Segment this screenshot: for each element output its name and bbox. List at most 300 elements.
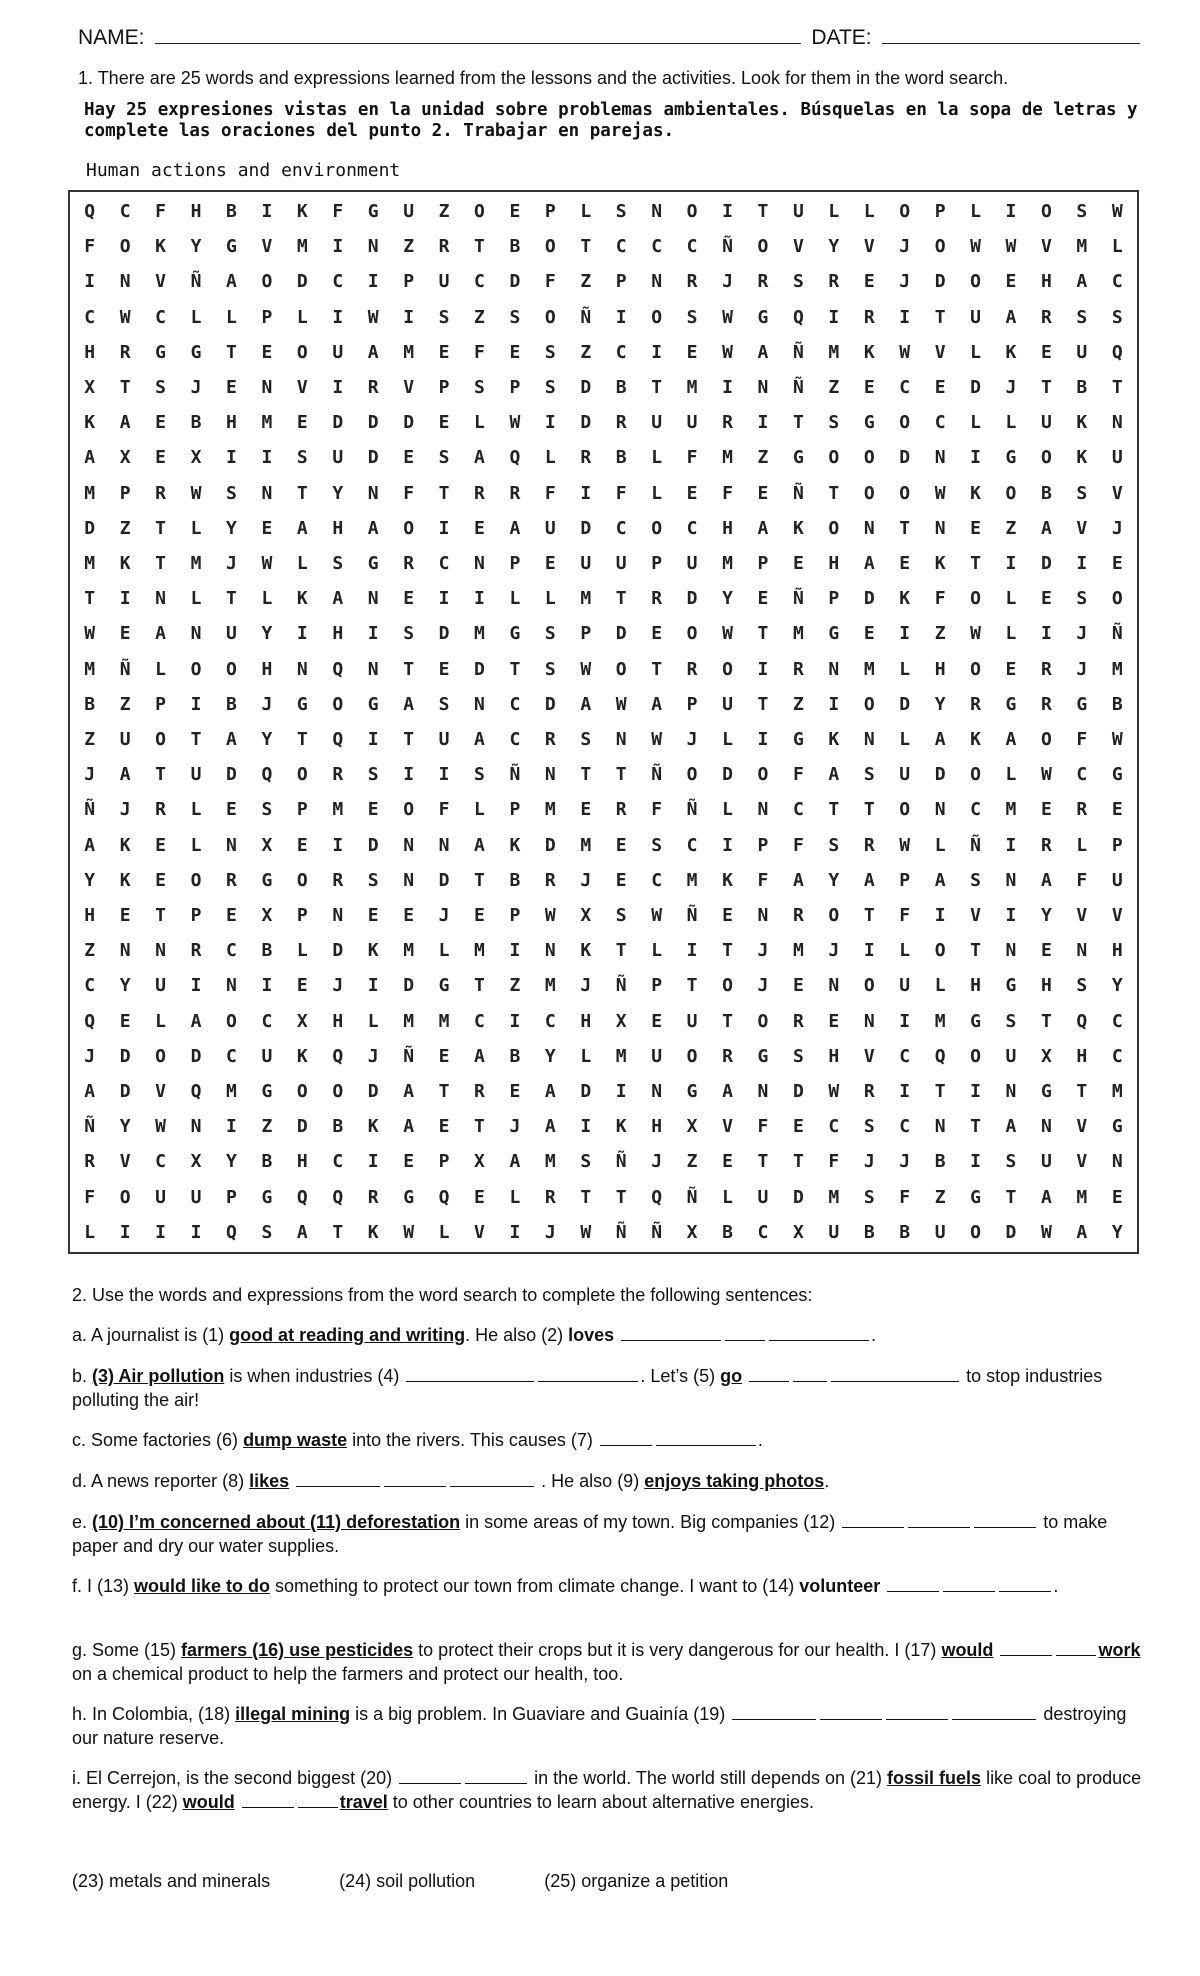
letter-cell[interactable]: N xyxy=(296,658,308,680)
letter-cell[interactable]: W xyxy=(403,1221,415,1243)
letter-cell[interactable]: C xyxy=(155,1151,166,1173)
letter-cell[interactable]: H xyxy=(332,517,344,539)
letter-cell[interactable]: J xyxy=(544,1221,556,1243)
letter-cell[interactable]: N xyxy=(190,1116,202,1138)
letter-cell[interactable]: H xyxy=(332,623,344,645)
letter-cell[interactable]: D xyxy=(367,412,379,434)
blank[interactable] xyxy=(538,1364,638,1382)
letter-cell[interactable]: I xyxy=(367,729,379,751)
letter-cell[interactable]: E xyxy=(651,1010,663,1032)
letter-cell[interactable]: E xyxy=(1111,553,1123,575)
letter-cell[interactable]: X xyxy=(615,1010,627,1032)
letter-cell[interactable]: I xyxy=(367,975,379,997)
letter-cell[interactable]: E xyxy=(226,799,237,821)
letter-cell[interactable]: T xyxy=(190,729,202,751)
letter-cell[interactable]: T xyxy=(580,764,592,786)
letter-cell[interactable]: E xyxy=(403,588,415,610)
letter-cell[interactable]: K xyxy=(84,412,96,434)
letter-cell[interactable]: A xyxy=(190,1010,202,1032)
letter-cell[interactable]: Ñ xyxy=(722,236,733,258)
letter-cell[interactable]: E xyxy=(1111,1186,1123,1208)
letter-cell[interactable]: I xyxy=(757,412,769,434)
letter-cell[interactable]: S xyxy=(1005,1151,1017,1173)
letter-cell[interactable]: W xyxy=(1111,201,1123,223)
letter-cell[interactable]: F xyxy=(544,482,556,504)
letter-cell[interactable]: E xyxy=(757,482,769,504)
letter-cell[interactable]: P xyxy=(509,553,521,575)
letter-cell[interactable]: V xyxy=(792,236,804,258)
letter-cell[interactable]: B xyxy=(899,1221,911,1243)
letter-cell[interactable]: Q xyxy=(332,1045,344,1067)
name-field[interactable] xyxy=(155,22,802,44)
letter-cell[interactable]: L xyxy=(899,940,911,962)
letter-cell[interactable]: P xyxy=(190,905,202,927)
letter-cell[interactable]: N xyxy=(1040,1116,1052,1138)
letter-cell[interactable]: W xyxy=(651,905,663,927)
letter-cell[interactable]: P xyxy=(296,905,308,927)
letter-cell[interactable]: X xyxy=(119,447,131,469)
letter-cell[interactable]: M xyxy=(580,588,592,610)
letter-cell[interactable]: I xyxy=(580,1116,592,1138)
letter-cell[interactable]: C xyxy=(1111,271,1123,293)
letter-cell[interactable]: E xyxy=(615,869,627,891)
letter-cell[interactable]: W xyxy=(899,341,911,363)
letter-cell[interactable]: G xyxy=(1111,764,1123,786)
letter-cell[interactable]: T xyxy=(863,799,875,821)
letter-cell[interactable]: H xyxy=(84,341,96,363)
letter-cell[interactable]: I xyxy=(332,306,344,328)
letter-cell[interactable]: D xyxy=(1040,553,1052,575)
letter-cell[interactable]: T xyxy=(757,623,769,645)
letter-cell[interactable]: O xyxy=(970,658,981,680)
letter-cell[interactable]: U xyxy=(722,693,733,715)
letter-cell[interactable]: G xyxy=(226,236,237,258)
letter-cell[interactable]: E xyxy=(1040,799,1052,821)
letter-cell[interactable]: O xyxy=(863,975,875,997)
letter-cell[interactable]: A xyxy=(509,517,521,539)
letter-cell[interactable]: S xyxy=(544,658,556,680)
letter-cell[interactable]: D xyxy=(367,447,379,469)
letter-cell[interactable]: E xyxy=(155,412,166,434)
letter-cell[interactable]: D xyxy=(544,834,556,856)
letter-cell[interactable]: A xyxy=(1005,729,1017,751)
letter-cell[interactable]: P xyxy=(509,905,521,927)
letter-cell[interactable]: N xyxy=(226,834,237,856)
letter-cell[interactable]: O xyxy=(722,975,733,997)
letter-cell[interactable]: W xyxy=(934,482,946,504)
letter-cell[interactable]: O xyxy=(296,869,308,891)
letter-cell[interactable]: V xyxy=(155,1081,166,1103)
letter-cell[interactable]: O xyxy=(332,693,344,715)
letter-cell[interactable]: B xyxy=(1076,377,1088,399)
letter-cell[interactable]: L xyxy=(190,799,202,821)
letter-cell[interactable]: P xyxy=(509,799,521,821)
letter-cell[interactable]: D xyxy=(580,412,592,434)
letter-cell[interactable]: A xyxy=(296,517,308,539)
letter-cell[interactable]: I xyxy=(899,623,911,645)
letter-cell[interactable]: J xyxy=(119,799,131,821)
letter-cell[interactable]: B xyxy=(332,1116,344,1138)
letter-cell[interactable]: F xyxy=(474,341,485,363)
letter-cell[interactable]: C xyxy=(544,1010,556,1032)
letter-cell[interactable]: L xyxy=(1111,236,1123,258)
letter-cell[interactable]: P xyxy=(403,271,415,293)
letter-cell[interactable]: I xyxy=(1040,623,1052,645)
letter-cell[interactable]: S xyxy=(403,623,415,645)
letter-cell[interactable]: M xyxy=(828,1186,840,1208)
letter-cell[interactable]: D xyxy=(615,623,627,645)
letter-cell[interactable]: C xyxy=(474,271,485,293)
letter-cell[interactable]: L xyxy=(509,1186,521,1208)
letter-cell[interactable]: I xyxy=(438,764,450,786)
letter-cell[interactable]: E xyxy=(155,869,166,891)
letter-cell[interactable]: A xyxy=(119,412,131,434)
letter-cell[interactable]: N xyxy=(155,588,166,610)
letter-cell[interactable]: N xyxy=(934,799,946,821)
letter-cell[interactable]: K xyxy=(296,1045,308,1067)
letter-cell[interactable]: I xyxy=(970,1151,981,1173)
letter-cell[interactable]: N xyxy=(226,975,237,997)
letter-cell[interactable]: L xyxy=(580,201,592,223)
letter-cell[interactable]: M xyxy=(403,341,415,363)
letter-cell[interactable]: U xyxy=(190,1186,202,1208)
letter-cell[interactable]: J xyxy=(651,1151,663,1173)
letter-cell[interactable]: G xyxy=(1076,693,1088,715)
letter-cell[interactable]: Ñ xyxy=(792,377,804,399)
letter-cell[interactable]: K xyxy=(934,553,946,575)
letter-cell[interactable]: U xyxy=(970,306,981,328)
letter-cell[interactable]: K xyxy=(828,729,840,751)
letter-cell[interactable]: P xyxy=(651,553,663,575)
letter-cell[interactable]: E xyxy=(296,834,308,856)
letter-cell[interactable]: K xyxy=(119,553,131,575)
letter-cell[interactable]: I xyxy=(367,271,379,293)
letter-cell[interactable]: N xyxy=(1111,1151,1123,1173)
letter-cell[interactable]: U xyxy=(757,1186,769,1208)
letter-cell[interactable]: T xyxy=(1111,377,1123,399)
letter-cell[interactable]: A xyxy=(757,341,769,363)
letter-cell[interactable]: V xyxy=(403,377,415,399)
letter-cell[interactable]: Y xyxy=(119,1116,131,1138)
letter-cell[interactable]: N xyxy=(119,940,131,962)
letter-cell[interactable]: X xyxy=(296,1010,308,1032)
letter-cell[interactable]: I xyxy=(1005,553,1017,575)
letter-cell[interactable]: S xyxy=(1005,1010,1017,1032)
letter-cell[interactable]: T xyxy=(155,764,166,786)
letter-cell[interactable]: B xyxy=(509,1045,521,1067)
letter-cell[interactable]: N xyxy=(863,729,875,751)
letter-cell[interactable]: T xyxy=(580,236,592,258)
letter-cell[interactable]: H xyxy=(934,658,946,680)
letter-cell[interactable]: N xyxy=(828,658,840,680)
letter-cell[interactable]: O xyxy=(828,517,840,539)
letter-cell[interactable]: M xyxy=(474,623,485,645)
blank[interactable] xyxy=(769,1323,869,1341)
letter-cell[interactable]: T xyxy=(332,1221,344,1243)
letter-cell[interactable]: S xyxy=(261,1221,273,1243)
letter-cell[interactable]: O xyxy=(544,236,556,258)
letter-cell[interactable]: M xyxy=(580,834,592,856)
letter-cell[interactable]: U xyxy=(1111,447,1123,469)
letter-cell[interactable]: H xyxy=(828,1045,840,1067)
letter-cell[interactable]: Y xyxy=(84,869,96,891)
letter-cell[interactable]: T xyxy=(615,588,627,610)
letter-cell[interactable]: D xyxy=(580,377,592,399)
blank[interactable] xyxy=(842,1510,904,1528)
letter-cell[interactable]: M xyxy=(544,1151,556,1173)
letter-cell[interactable]: U xyxy=(155,975,166,997)
letter-cell[interactable]: P xyxy=(438,377,450,399)
letter-cell[interactable]: A xyxy=(1040,517,1052,539)
letter-cell[interactable]: F xyxy=(438,799,450,821)
letter-cell[interactable]: Y xyxy=(332,482,344,504)
blank[interactable] xyxy=(399,1766,461,1784)
letter-cell[interactable]: Ñ xyxy=(686,905,698,927)
letter-cell[interactable]: Q xyxy=(1076,1010,1088,1032)
letter-cell[interactable]: G xyxy=(757,306,769,328)
letter-cell[interactable]: W xyxy=(1005,236,1017,258)
letter-cell[interactable]: E xyxy=(1040,341,1052,363)
letter-cell[interactable]: T xyxy=(438,482,450,504)
letter-cell[interactable]: E xyxy=(615,834,627,856)
letter-cell[interactable]: P xyxy=(899,869,911,891)
letter-cell[interactable]: D xyxy=(367,834,379,856)
letter-cell[interactable]: U xyxy=(332,341,344,363)
letter-cell[interactable]: O xyxy=(934,940,946,962)
letter-cell[interactable]: F xyxy=(615,482,627,504)
letter-cell[interactable]: A xyxy=(544,1116,556,1138)
letter-cell[interactable]: G xyxy=(509,623,521,645)
letter-cell[interactable]: X xyxy=(474,1151,485,1173)
letter-cell[interactable]: N xyxy=(474,553,485,575)
letter-cell[interactable]: L xyxy=(296,306,308,328)
letter-cell[interactable]: G xyxy=(1005,447,1017,469)
letter-cell[interactable]: D xyxy=(580,1081,592,1103)
letter-cell[interactable]: A xyxy=(474,1045,485,1067)
letter-cell[interactable]: E xyxy=(792,975,804,997)
letter-cell[interactable]: U xyxy=(438,271,450,293)
letter-cell[interactable]: K xyxy=(1076,412,1088,434)
letter-cell[interactable]: K xyxy=(155,236,166,258)
letter-cell[interactable]: E xyxy=(438,412,450,434)
letter-cell[interactable]: Ñ xyxy=(403,1045,415,1067)
letter-cell[interactable]: I xyxy=(970,1081,981,1103)
letter-cell[interactable]: F xyxy=(544,271,556,293)
letter-cell[interactable]: R xyxy=(580,447,592,469)
letter-cell[interactable]: O xyxy=(899,799,911,821)
letter-cell[interactable]: P xyxy=(119,482,131,504)
letter-cell[interactable]: S xyxy=(828,412,840,434)
letter-cell[interactable]: R xyxy=(84,1151,96,1173)
letter-cell[interactable]: C xyxy=(615,341,627,363)
letter-cell[interactable]: I xyxy=(615,306,627,328)
letter-cell[interactable]: L xyxy=(1076,834,1088,856)
letter-cell[interactable]: B xyxy=(261,940,273,962)
letter-cell[interactable]: L xyxy=(1005,588,1017,610)
letter-cell[interactable]: S xyxy=(1111,306,1123,328)
letter-cell[interactable]: U xyxy=(1076,341,1088,363)
letter-cell[interactable]: H xyxy=(1040,975,1052,997)
letter-cell[interactable]: T xyxy=(226,588,237,610)
letter-cell[interactable]: J xyxy=(686,729,698,751)
letter-cell[interactable]: T xyxy=(1040,377,1052,399)
letter-cell[interactable]: A xyxy=(1076,271,1088,293)
letter-cell[interactable]: L xyxy=(438,1221,450,1243)
letter-cell[interactable]: C xyxy=(332,271,344,293)
letter-cell[interactable]: O xyxy=(757,236,769,258)
letter-cell[interactable]: P xyxy=(757,553,769,575)
letter-cell[interactable]: L xyxy=(970,412,981,434)
letter-cell[interactable]: T xyxy=(792,412,804,434)
letter-cell[interactable]: X xyxy=(261,834,273,856)
letter-cell[interactable]: N xyxy=(934,447,946,469)
letter-cell[interactable]: T xyxy=(155,553,166,575)
letter-cell[interactable]: I xyxy=(332,377,344,399)
letter-cell[interactable]: N xyxy=(332,905,344,927)
letter-cell[interactable]: T xyxy=(155,517,166,539)
letter-cell[interactable]: H xyxy=(722,517,733,539)
letter-cell[interactable]: Z xyxy=(1005,517,1017,539)
letter-cell[interactable]: U xyxy=(1005,1045,1017,1067)
date-field[interactable] xyxy=(882,22,1140,44)
letter-cell[interactable]: N xyxy=(651,201,663,223)
letter-cell[interactable]: O xyxy=(296,1081,308,1103)
letter-cell[interactable]: Q xyxy=(261,764,273,786)
letter-cell[interactable]: O xyxy=(1040,447,1052,469)
blank[interactable] xyxy=(974,1510,1036,1528)
letter-cell[interactable]: U xyxy=(438,729,450,751)
letter-cell[interactable]: O xyxy=(686,1045,698,1067)
letter-cell[interactable]: T xyxy=(509,658,521,680)
letter-cell[interactable]: J xyxy=(757,975,769,997)
letter-cell[interactable]: E xyxy=(155,834,166,856)
letter-cell[interactable]: A xyxy=(155,623,166,645)
letter-cell[interactable]: M xyxy=(1076,236,1088,258)
letter-cell[interactable]: R xyxy=(722,412,733,434)
letter-cell[interactable]: O xyxy=(651,306,663,328)
letter-cell[interactable]: G xyxy=(296,693,308,715)
letter-cell[interactable]: P xyxy=(580,623,592,645)
letter-cell[interactable]: T xyxy=(828,799,840,821)
letter-cell[interactable]: M xyxy=(934,1010,946,1032)
letter-cell[interactable]: D xyxy=(403,975,415,997)
letter-cell[interactable]: D xyxy=(509,271,521,293)
letter-cell[interactable]: D xyxy=(296,1116,308,1138)
letter-cell[interactable]: K xyxy=(1076,447,1088,469)
letter-cell[interactable]: M xyxy=(84,553,96,575)
letter-cell[interactable]: A xyxy=(1040,1186,1052,1208)
letter-cell[interactable]: L xyxy=(84,1221,96,1243)
letter-cell[interactable]: J xyxy=(84,1045,96,1067)
letter-cell[interactable]: O xyxy=(403,517,415,539)
letter-cell[interactable]: O xyxy=(686,623,698,645)
letter-cell[interactable]: D xyxy=(438,869,450,891)
letter-cell[interactable]: G xyxy=(828,623,840,645)
letter-cell[interactable]: U xyxy=(580,553,592,575)
letter-cell[interactable]: X xyxy=(190,1151,202,1173)
letter-cell[interactable]: G xyxy=(970,1010,981,1032)
letter-cell[interactable]: F xyxy=(899,1186,911,1208)
letter-cell[interactable]: D xyxy=(792,1186,804,1208)
letter-cell[interactable]: M xyxy=(296,236,308,258)
letter-cell[interactable]: Y xyxy=(226,1151,237,1173)
letter-cell[interactable]: Z xyxy=(403,236,415,258)
letter-cell[interactable]: T xyxy=(403,729,415,751)
letter-cell[interactable]: A xyxy=(84,1081,96,1103)
letter-cell[interactable]: M xyxy=(1076,1186,1088,1208)
letter-cell[interactable]: H xyxy=(970,975,981,997)
letter-cell[interactable]: A xyxy=(863,553,875,575)
letter-cell[interactable]: S xyxy=(1076,588,1088,610)
letter-cell[interactable]: W xyxy=(899,834,911,856)
letter-cell[interactable]: C xyxy=(686,517,698,539)
letter-cell[interactable]: L xyxy=(828,201,840,223)
letter-cell[interactable]: O xyxy=(686,764,698,786)
letter-cell[interactable]: T xyxy=(474,869,485,891)
letter-cell[interactable]: I xyxy=(544,412,556,434)
letter-cell[interactable]: Q xyxy=(296,1186,308,1208)
letter-cell[interactable]: K xyxy=(722,869,733,891)
letter-cell[interactable]: G xyxy=(367,693,379,715)
letter-cell[interactable]: G xyxy=(190,341,202,363)
letter-cell[interactable]: T xyxy=(970,553,981,575)
letter-cell[interactable]: Y xyxy=(119,975,131,997)
letter-cell[interactable]: Q xyxy=(509,447,521,469)
letter-cell[interactable]: R xyxy=(863,834,875,856)
letter-cell[interactable]: M xyxy=(1111,658,1123,680)
letter-cell[interactable]: R xyxy=(1040,693,1052,715)
letter-cell[interactable]: Ñ xyxy=(651,764,663,786)
letter-cell[interactable]: P xyxy=(686,693,698,715)
blank[interactable] xyxy=(952,1702,1036,1720)
letter-cell[interactable]: L xyxy=(190,588,202,610)
letter-cell[interactable]: D xyxy=(119,1081,131,1103)
letter-cell[interactable]: W xyxy=(509,412,521,434)
letter-cell[interactable]: G xyxy=(261,1081,273,1103)
letter-cell[interactable]: I xyxy=(899,306,911,328)
letter-cell[interactable]: G xyxy=(792,729,804,751)
letter-cell[interactable]: F xyxy=(722,482,733,504)
letter-cell[interactable]: W xyxy=(544,905,556,927)
letter-cell[interactable]: O xyxy=(544,306,556,328)
letter-cell[interactable]: R xyxy=(1076,799,1088,821)
letter-cell[interactable]: M xyxy=(792,623,804,645)
blank[interactable] xyxy=(908,1510,970,1528)
letter-cell[interactable]: P xyxy=(544,201,556,223)
letter-cell[interactable]: Z xyxy=(792,693,804,715)
letter-cell[interactable]: H xyxy=(580,1010,592,1032)
letter-cell[interactable]: S xyxy=(1076,306,1088,328)
letter-cell[interactable]: W xyxy=(615,693,627,715)
letter-cell[interactable]: V xyxy=(1076,1116,1088,1138)
letter-cell[interactable]: Z xyxy=(580,341,592,363)
letter-cell[interactable]: Ñ xyxy=(580,306,592,328)
letter-cell[interactable]: L xyxy=(1005,412,1017,434)
letter-cell[interactable]: H xyxy=(828,553,840,575)
letter-cell[interactable]: L xyxy=(722,799,733,821)
letter-cell[interactable]: F xyxy=(934,588,946,610)
letter-cell[interactable]: I xyxy=(722,834,733,856)
letter-cell[interactable]: I xyxy=(686,940,698,962)
letter-cell[interactable]: U xyxy=(651,1045,663,1067)
letter-cell[interactable]: S xyxy=(580,729,592,751)
letter-cell[interactable]: N xyxy=(474,693,485,715)
letter-cell[interactable]: Z xyxy=(119,517,131,539)
letter-cell[interactable]: E xyxy=(686,341,698,363)
letter-cell[interactable]: S xyxy=(863,764,875,786)
letter-cell[interactable]: E xyxy=(438,658,450,680)
letter-cell[interactable]: R xyxy=(474,482,485,504)
